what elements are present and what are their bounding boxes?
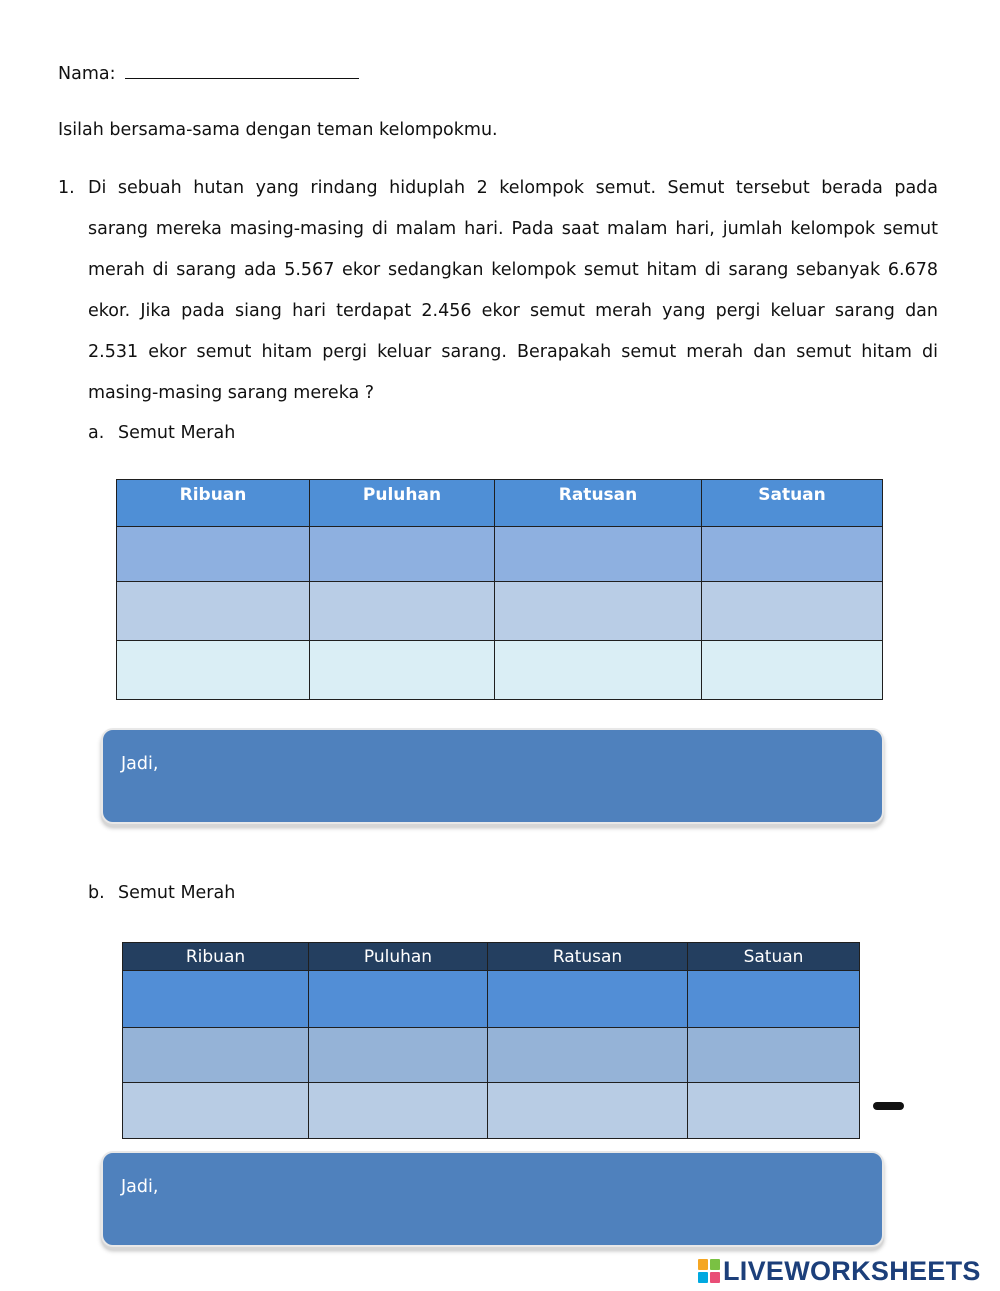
answer-cell[interactable] <box>123 1028 309 1083</box>
minus-sign-icon <box>873 1102 904 1110</box>
name-label: Nama: <box>58 64 116 84</box>
header-ribuan: Ribuan <box>117 480 310 527</box>
name-line <box>58 60 359 86</box>
instruction-text: Isilah bersama-sama dengan teman kelompokmu. <box>58 120 498 140</box>
question-line: sarang mereka masing-masing di malam hari. Pada saat malam hari, jumlah kelompok semut <box>88 219 938 239</box>
answer-cell[interactable] <box>309 1028 488 1083</box>
question-line: merah di sarang ada 5.567 ekor sedangkan kelompok semut hitam di sarang sebanyak 6.678 <box>88 260 938 280</box>
answer-cell[interactable] <box>702 582 883 641</box>
answer-cell[interactable] <box>309 1083 488 1139</box>
answer-cell[interactable] <box>310 582 495 641</box>
part-a-label: Semut Merah <box>118 423 236 443</box>
answer-cell[interactable] <box>488 1028 688 1083</box>
answer-cell[interactable] <box>495 582 702 641</box>
answer-cell[interactable] <box>688 971 860 1028</box>
answer-cell[interactable] <box>488 1083 688 1139</box>
logo-tile <box>698 1259 708 1270</box>
logo-tiles-icon <box>698 1259 720 1283</box>
logo-tile <box>698 1272 708 1283</box>
question-text <box>88 168 938 414</box>
header-ratusan: Ratusan <box>495 480 702 527</box>
question-line: 2.531 ekor semut hitam pergi keluar sarang. Berapakah semut merah dan semut hitam di <box>88 342 938 362</box>
part-b-marker: b. <box>88 883 105 903</box>
place-value-table-b <box>122 942 860 1139</box>
question-line: masing-masing sarang mereka ? <box>88 383 375 403</box>
answer-box-b[interactable] <box>101 1151 884 1247</box>
header-ribuan: Ribuan <box>123 943 309 971</box>
answer-cell[interactable] <box>310 641 495 700</box>
header-satuan: Satuan <box>688 943 860 971</box>
answer-cell[interactable] <box>310 527 495 582</box>
answer-cell[interactable] <box>123 971 309 1028</box>
answer-cell[interactable] <box>123 1083 309 1139</box>
part-b-label: Semut Merah <box>118 883 236 903</box>
header-puluhan: Puluhan <box>310 480 495 527</box>
answer-cell[interactable] <box>495 527 702 582</box>
answer-cell[interactable] <box>488 971 688 1028</box>
logo-tile <box>710 1272 720 1283</box>
question-line: Di sebuah hutan yang rindang hiduplah 2 kelompok semut. Semut tersebut berada pada <box>88 178 938 198</box>
answer-cell[interactable] <box>702 527 883 582</box>
answer-box-a[interactable] <box>101 728 884 824</box>
place-value-table-a <box>116 479 883 700</box>
answer-cell[interactable] <box>117 527 310 582</box>
answer-cell[interactable] <box>702 641 883 700</box>
answer-cell[interactable] <box>309 971 488 1028</box>
header-puluhan: Puluhan <box>309 943 488 971</box>
logo-text: LIVEWORKSHEETS <box>723 1255 981 1286</box>
header-satuan: Satuan <box>702 480 883 527</box>
name-input[interactable] <box>125 60 359 79</box>
liveworksheets-logo <box>698 1255 981 1286</box>
logo-tile <box>710 1259 720 1270</box>
header-ratusan: Ratusan <box>488 943 688 971</box>
question-line: ekor. Jika pada siang hari terdapat 2.456 ekor semut merah yang pergi keluar sarang dan <box>88 301 938 321</box>
answer-label: Jadi, <box>121 1177 159 1197</box>
answer-cell[interactable] <box>117 582 310 641</box>
answer-cell[interactable] <box>117 641 310 700</box>
answer-cell[interactable] <box>688 1083 860 1139</box>
answer-cell[interactable] <box>688 1028 860 1083</box>
part-b-heading <box>88 881 235 905</box>
part-a-marker: a. <box>88 423 105 443</box>
answer-cell[interactable] <box>495 641 702 700</box>
question-number: 1. <box>58 178 75 198</box>
answer-label: Jadi, <box>121 754 159 774</box>
part-a-heading <box>88 421 235 445</box>
